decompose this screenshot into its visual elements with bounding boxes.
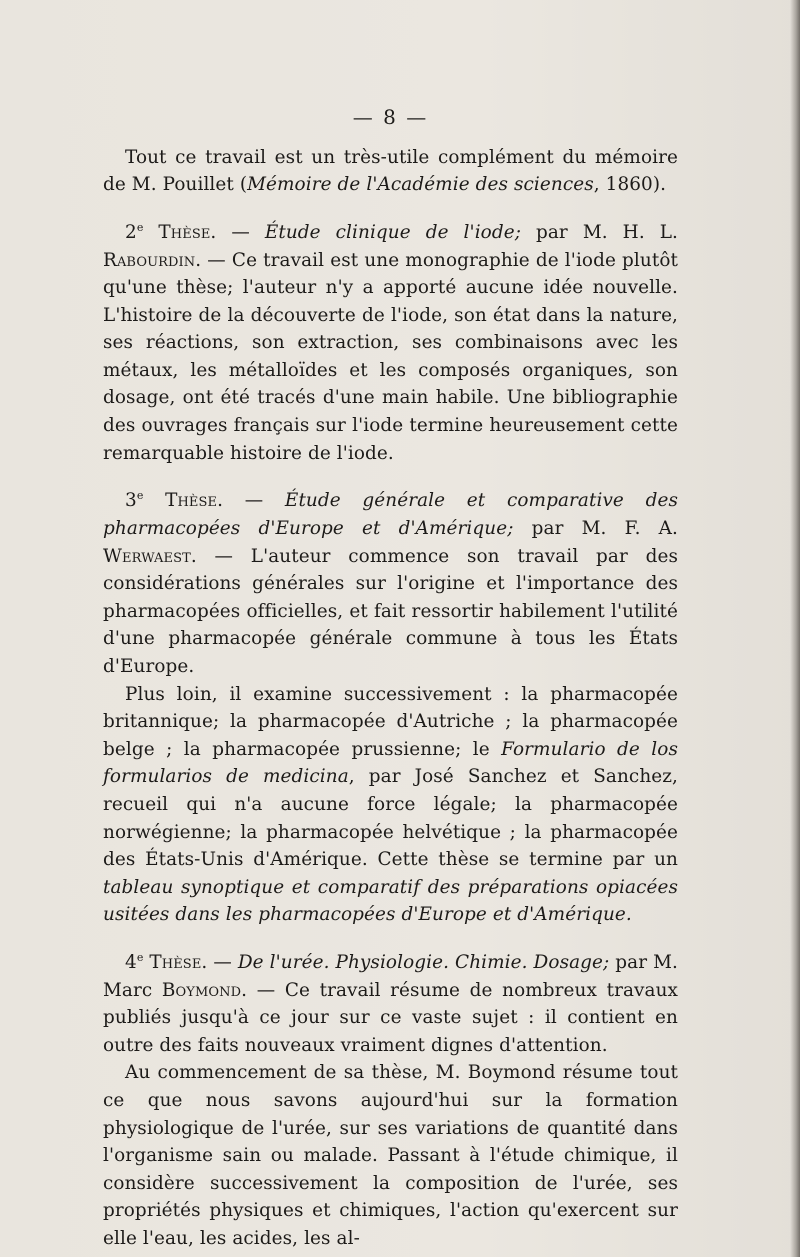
text-segment: 2 [125,221,137,243]
text-segment: Au commencement de sa thèse, M. Boymond résume tout ce que nous savons aujourd'hui sur la formation physiologique de l'urée, sur ses variations de quantité dans l'organisme sain ou malade. Passant à l'étude chimique, il considère successivement la composition de l'urée, ses propriétés physiques et chimiques, l'action qu'exercent sur elle l'eau, les acides, les al- [103,1062,678,1249]
text-segment: 4 [125,952,137,973]
page-text-block [103,104,678,1253]
text-segment: Tout ce travail est un très-utile complément du mémoire de M. Pouillet ( [103,146,678,196]
text-segment: Étude générale et comparative des pharmacopées d'Europe et d'Amérique; [103,490,678,539]
text-segment: . — L'auteur commence son travail par des considérations générales sur l'origine et l'importance des pharmacopées officielles, et fait ressortir habilement l'utilité d'une pharmacopée générale commune à tous les États d'Europe. [103,545,678,677]
paragraph [103,214,678,467]
paragraph [103,482,678,680]
text-segment: Rabourdin [103,249,196,271]
text-segment: . — Ce travail résume de nombreux travaux publiés jusqu'à ce jour sur ce vaste sujet : il contient en outre des faits nouveaux vraiment dignes d'attention. [103,979,678,1056]
text-segment: Thèse [143,221,211,243]
text-segment: Mémoire de l'Académie des sciences [247,174,594,196]
text-segment: Thèse [143,952,202,973]
text-segment: . — Ce travail est une monographie de l'iode plutôt qu'une thèse; l'auteur n'y a apporté aucune idée nouvelle. L'histoire de la découverte de l'iode, son état dans la nature, ses réactions, son extraction, ses combinaisons avec les métaux, les métalloïdes et les composés organiques, son dosage, ont été tracés d'une main habile. Une bibliographie des ouvrages français sur l'iode termine heureusement cette remarquable histoire de l'iode. [103,249,678,464]
paragraph [103,1059,678,1252]
paragraph [103,144,678,199]
text-segment: . — [201,952,238,973]
text-segment: par M. Marc [103,952,678,1001]
text-segment: , par José Sanchez et Sanchez, recueil qui n'a aucune force légale; la pharmacopée norwégienne; la pharmacopée helvétique ; la pharmacopée des États-Unis d'Amérique. Cette thèse se termine par un [103,766,678,871]
text-segment: Werwaest [103,545,191,567]
page-edge-shadow [790,0,800,1257]
text-segment: e [136,489,144,503]
text-segment: par M. H. L. [521,221,679,243]
text-segment: Plus loin, il examine successivement : la pharmacopée britannique; la pharmacopée d'Autriche ; la pharmacopée belge ; la pharmacopée prussienne; le [103,683,678,760]
text-segment: Étude clinique de l'iode; [264,221,522,243]
paragraph [103,681,678,929]
paragraph-list [103,144,678,1253]
text-segment: e [136,220,144,234]
text-segment: . — [217,490,285,512]
text-segment: , 1860). [593,174,667,196]
text-segment: tableau synoptique et comparatif des préparations opiacées usitées dans les pharmacopées d'Europe et d'Amérique. [103,876,678,926]
text-segment: Boymond [161,979,242,1001]
paragraph [103,944,678,1060]
text-segment: Thèse [143,490,218,512]
page-number: — 8 — [352,105,429,129]
text-segment: Formulario de los formularios de medicina [103,738,678,788]
text-segment: 3 [125,490,137,512]
text-segment: . — [210,221,265,243]
text-segment: e [136,950,144,964]
text-segment: De l'urée. Physiologie. Chimie. Dosage; [237,952,610,973]
text-segment: par M. F. A. [513,517,678,539]
